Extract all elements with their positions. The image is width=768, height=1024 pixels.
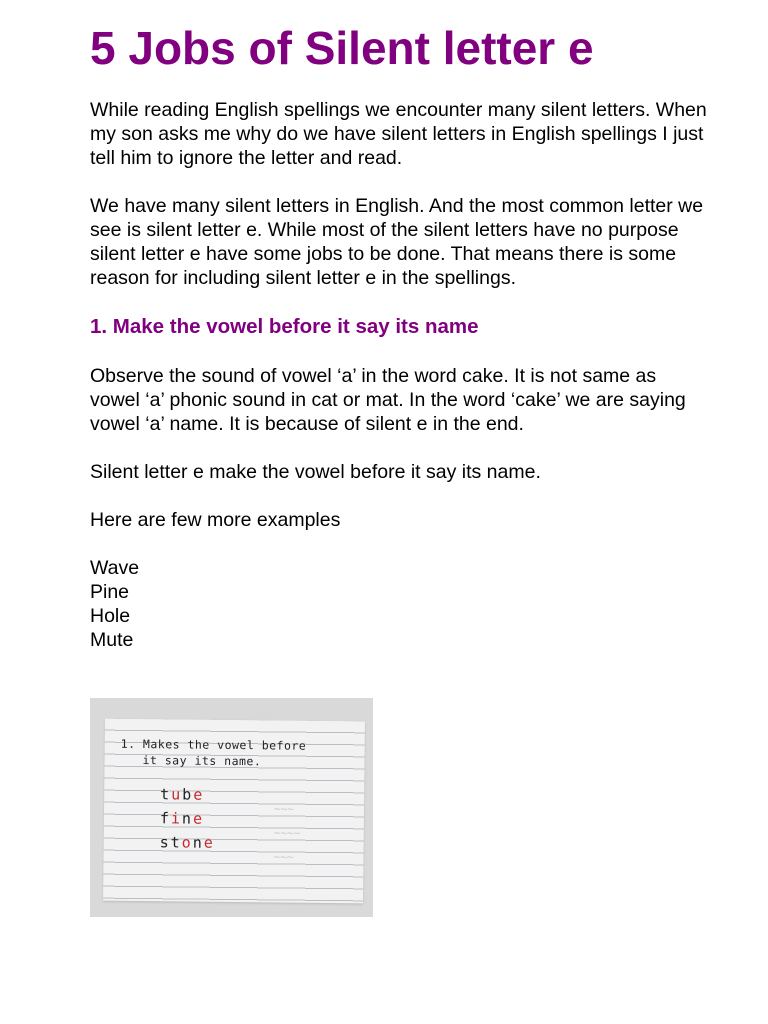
page-title: 5 Jobs of Silent letter e <box>90 22 594 74</box>
section-1-paragraph-2: Silent letter e make the vowel before it say its name. <box>90 461 541 483</box>
section-1-paragraph-3: Here are few more examples <box>90 509 341 531</box>
intro-paragraph-2: We have many silent letters in English. And the most common letter we see is silent letter e. While most of the silent letters have no purpose silent letter e have some jobs to be done. That means there is some reason for including silent letter e in the spellings. <box>90 195 704 289</box>
intro-paragraph-1: While reading English spellings we encounter many silent letters. When my son asks me why do we have silent letters in English spellings I just tell him to ignore the letter and read. <box>90 99 707 169</box>
faint-show-through-mark: ~~~ <box>273 850 294 864</box>
handwritten-word-tube: tube <box>160 785 205 804</box>
example-word: Wave <box>90 557 140 579</box>
handwritten-line-1: 1. Makes the vowel before <box>120 736 307 753</box>
handwritten-word-fine: fine <box>159 809 205 828</box>
faint-show-through-mark: ~~~~ <box>273 826 301 840</box>
document-page <box>90 0 710 652</box>
example-word-list <box>90 556 710 652</box>
section-1-paragraph-1: Observe the sound of vowel ‘a’ in the word cake. It is not same as vowel ‘a’ phonic sound in cat or mat. In the word ‘cake’ we are saying vowel ‘a’ name. It is because of silent e in the end. <box>90 365 686 435</box>
example-word: Mute <box>90 629 134 651</box>
example-word: Pine <box>90 581 130 603</box>
faint-show-through-mark: ~~~ <box>273 802 294 816</box>
handwritten-word-stone: stone <box>159 833 215 852</box>
handwritten-note-photo <box>90 698 373 917</box>
handwritten-line-2: it say its name. <box>142 753 262 769</box>
section-1-heading: 1. Make the vowel before it say its name <box>90 315 479 338</box>
example-word: Hole <box>90 605 131 627</box>
lined-paper <box>103 719 365 904</box>
